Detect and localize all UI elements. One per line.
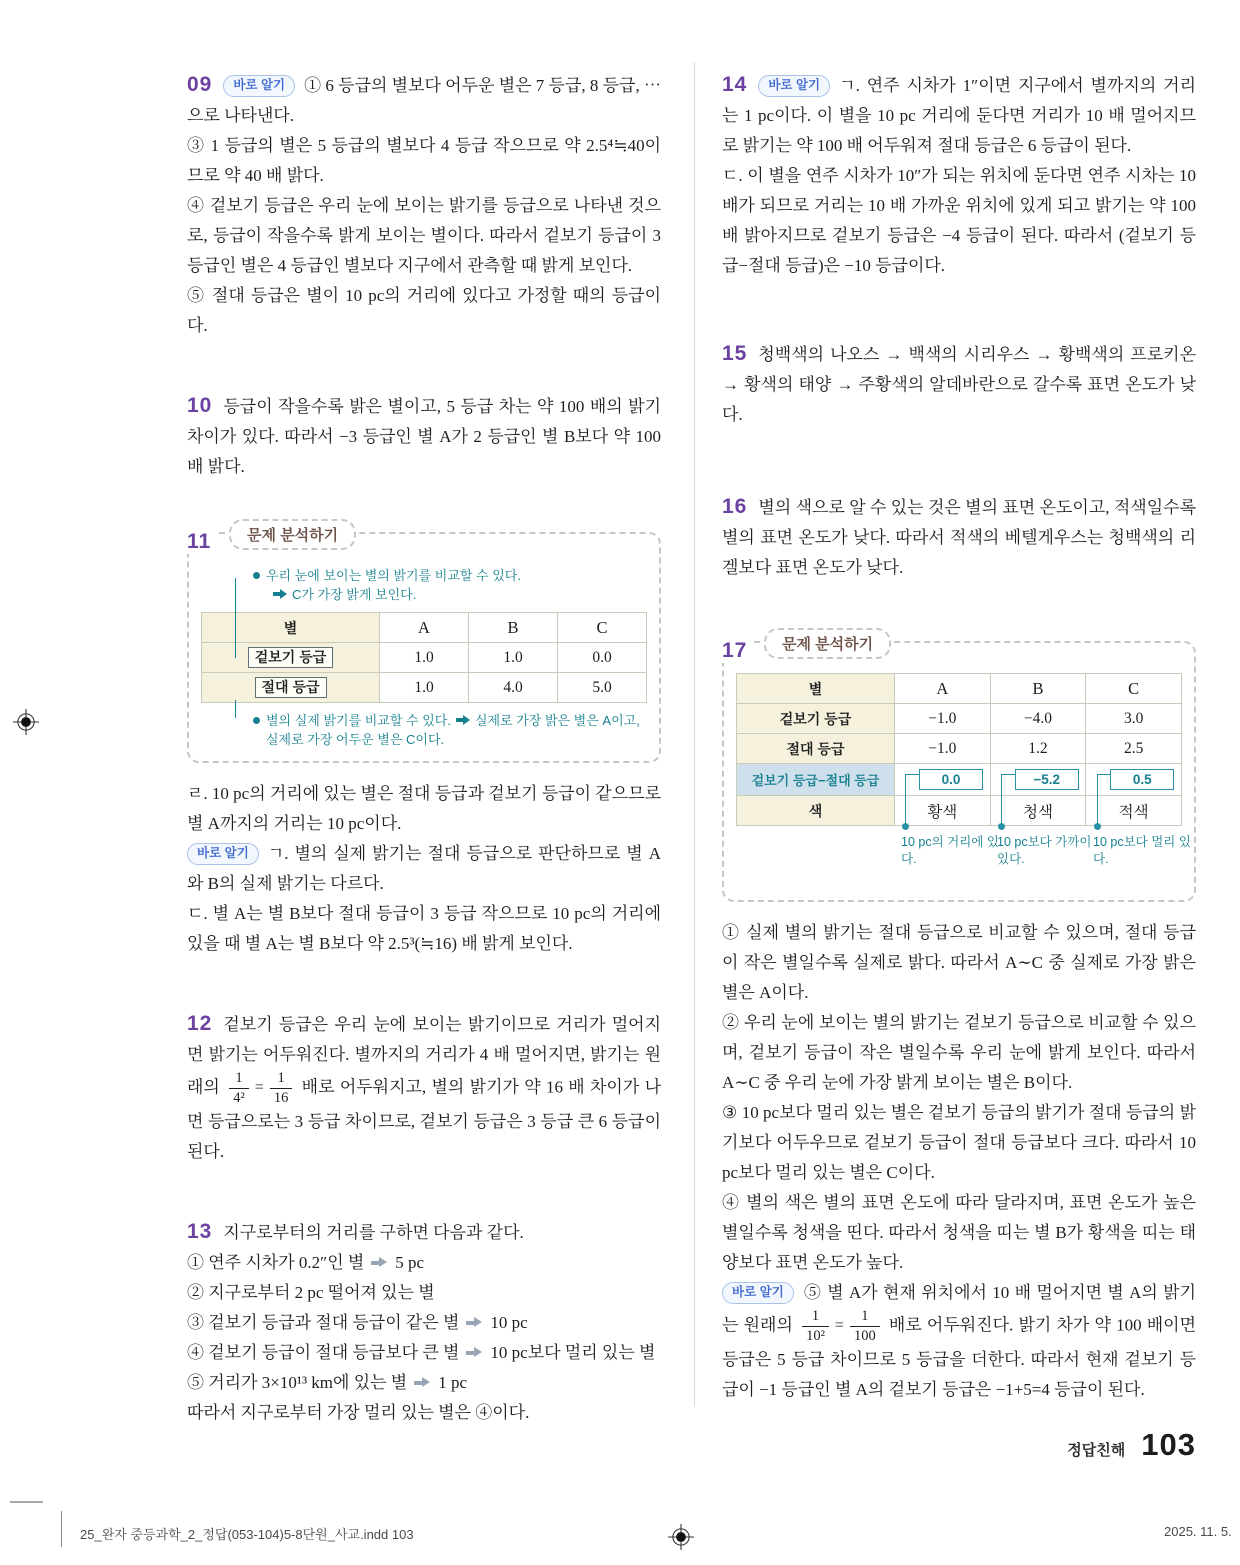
column-divider <box>694 62 695 1407</box>
value-cell: 2.5 <box>1086 734 1182 764</box>
header-cell: A <box>894 674 990 704</box>
note-line <box>253 566 647 585</box>
value-cell: 1.0 <box>380 643 469 673</box>
right-arrow-icon <box>466 1317 483 1328</box>
item-15 <box>722 339 1196 430</box>
answer-text: ㄱ. 별의 실제 밝기는 절대 등급으로 판단하므로 별 A와 B의 실제 밝기는 다르다. <box>187 844 661 893</box>
baro-algi-badge: 바로 알기 <box>758 75 830 97</box>
header-cell: A <box>380 613 469 643</box>
print-date: 2025. 11. 5. <box>1164 1524 1232 1539</box>
table-with-notes <box>736 673 1191 888</box>
paragraph <box>187 1217 661 1248</box>
paragraph <box>722 492 1196 583</box>
note-absolute-magnitude <box>253 711 647 749</box>
choice-text: ① 연주 시차가 0.2″인 별 <box>187 1253 365 1272</box>
choice-text: ④ 겉보기 등급이 절대 등급보다 큰 별 <box>187 1343 460 1362</box>
answer-text: 겉보기 등급은 우리 눈에 보이는 밝기이므로 거리가 멀어지면 밝기는 어두워진다. 별까지의 거리가 4 배 멀어지면, 밝기는 원래의 <box>187 1015 661 1097</box>
item-number: 13 <box>187 1220 213 1243</box>
answer-text: ③ 10 pc보다 멀리 있는 별은 겉보기 등급의 밝기가 절대 등급의 밝기보다 어두우므로 겉보기 등급이 절대 등급보다 크다. 따라서 10 pc보다 멀리 있는 별은 C이다. <box>722 1103 1196 1182</box>
crop-mark-vertical <box>61 1511 62 1547</box>
value-cell: 황색 <box>894 796 990 826</box>
item-number: 09 <box>187 73 213 96</box>
connector-line <box>235 578 236 658</box>
print-filename: 25_완자 중등과학_2_정답(053-104)5-8단원_사교.indd 103 <box>80 1527 414 1542</box>
analysis-box <box>187 527 661 763</box>
row-label-cell: 색 <box>737 796 895 826</box>
header-cell: C <box>558 613 647 643</box>
answer-text: ㄱ. 연주 시차가 1″이면 지구에서 별까지의 거리는 1 pc이다. 이 별을 10 pc 거리에 둔다면 거리가 10 배 멀어지므로 밝기는 약 100 배 어두워져 절대 등급은 6 등급이 된다. <box>722 76 1196 155</box>
right-arrow-icon <box>273 589 287 599</box>
answer-text: 등급이 작을수록 밝은 별이고, 5 등급 차는 약 100 배의 밝기 차이가 있다. 따라서 −3 등급인 별 A가 2 등급인 별 B보다 약 100 배 밝다. <box>187 397 661 476</box>
choice-text: ⑤ 거리가 3×10¹³ km에 있는 별 <box>187 1373 408 1392</box>
numerator: 1 <box>850 1308 880 1327</box>
value-cell: 3.0 <box>1086 704 1182 734</box>
answer-text: ㄷ. 이 별을 연주 시차가 10″가 되는 위치에 둔다면 연주 시차는 10 배가 되므로 거리는 10 배 가까운 위치에 있게 되고 밝기는 약 100 배 밝아지므로 겉보기 등급은 −4 등급이 된다. 따라서 (겉보기 등급−절대 등급)은 −10 등급이다. <box>722 166 1196 275</box>
answer-text: ⑤ 절대 등급은 별이 10 pc의 거리에 있다고 가정할 때의 등급이다. <box>187 286 661 335</box>
paragraph <box>187 131 661 191</box>
item-10 <box>187 391 661 482</box>
choice-row <box>187 1308 661 1338</box>
distance-note-b: 10 pc보다 가까이 있다. <box>997 835 1092 866</box>
answer-text: 배로 어두워진다. 밝기 차가 약 100 배이면 등급은 5 등급 차이므로 5 등급을 더한다. 따라서 현재 겉보기 등급이 −1 등급인 별 A의 겉보기 등급은 −1+5=4 등급이 된다. <box>722 1315 1197 1399</box>
item-number: 12 <box>187 1012 213 1035</box>
table-row-difference <box>737 764 1182 796</box>
denominator: 10² <box>806 1328 825 1344</box>
value-cell: −1.0 <box>894 704 990 734</box>
fraction <box>802 1308 829 1345</box>
item-number: 16 <box>722 495 748 518</box>
choice-row <box>187 1278 661 1308</box>
answer-text: ① 6 등급의 별보다 어두운 별은 7 등급, 8 등급, ⋯ 으로 나타낸다. <box>187 76 661 125</box>
registration-mark-icon <box>668 1524 694 1550</box>
value-cell: −4.0 <box>990 704 1086 734</box>
row-label-cell <box>202 643 380 673</box>
table-row <box>737 704 1182 734</box>
answer-text: ④ 별의 색은 별의 표면 온도에 따라 달라지며, 표면 온도가 높은 별일수록 청색을 띤다. 따라서 청색을 띠는 별 B가 황색을 띠는 태양보다 표면 온도가 높다. <box>722 1193 1196 1272</box>
header-cell: B <box>469 613 558 643</box>
value-cell: 1.0 <box>469 643 558 673</box>
analysis-box <box>722 636 1196 902</box>
baro-algi-badge: 바로 알기 <box>187 843 259 865</box>
item-16 <box>722 492 1196 583</box>
value-cell: 적색 <box>1086 796 1182 826</box>
value-cell: 4.0 <box>469 673 558 703</box>
page-number: 103 <box>1141 1427 1196 1462</box>
answer-text: ㄹ. 10 pc의 거리에 있는 별은 절대 등급과 겉보기 등급이 같으므로 별 A까지의 거리는 10 pc이다. <box>187 784 661 833</box>
numerator: 1 <box>270 1070 293 1089</box>
item-11 <box>187 527 661 959</box>
paragraph <box>187 391 661 482</box>
item-number: 14 <box>722 73 748 96</box>
choice-result: 10 pc <box>490 1313 528 1332</box>
answer-text: 따라서 지구로부터 가장 멀리 있는 별은 ④이다. <box>187 1403 530 1422</box>
value-cell: 1.2 <box>990 734 1086 764</box>
paragraph <box>187 1009 661 1167</box>
header-cell: 별 <box>202 613 380 643</box>
row-label-cell: 겉보기 등급−절대 등급 <box>737 764 895 796</box>
item-13 <box>187 1217 661 1428</box>
answer-text: 별의 색으로 알 수 있는 것은 별의 표면 온도이고, 적색일수록 별의 표면 온도가 낮다. 따라서 적색의 베텔게우스는 청백색의 리겔보다 표면 온도가 낮다. <box>722 498 1196 577</box>
connector-line <box>235 700 236 718</box>
row-label-cell <box>202 673 380 703</box>
choice-result: 1 pc <box>438 1373 468 1392</box>
value-cell: 청색 <box>990 796 1086 826</box>
choice-row <box>187 1368 661 1398</box>
header-cell: 별 <box>737 674 895 704</box>
item-number: 15 <box>722 342 748 365</box>
answer-text: ④ 겉보기 등급은 우리 눈에 보이는 밝기를 등급으로 나타낸 것으로, 등급이 작을수록 밝게 보이는 별이다. 따라서 겉보기 등급이 3 등급인 별은 4 등급인 별보다 지구에서 관측할 때 밝게 보인다. <box>187 196 661 275</box>
apparent-magnitude-label: 겉보기 등급 <box>248 647 334 668</box>
connector-line <box>905 774 919 827</box>
footer-section-label: 정답친해 <box>1067 1442 1126 1459</box>
right-column <box>722 70 1196 1455</box>
paragraph <box>187 1398 661 1428</box>
table-header-row <box>737 674 1182 704</box>
denominator: 4² <box>233 1090 245 1106</box>
right-arrow-icon <box>414 1377 431 1388</box>
note-text: 실제로 가장 밝은 별은 A이고, 실제로 가장 어두운 별은 C이다. <box>266 713 640 747</box>
paragraph <box>187 839 661 899</box>
analysis-box-title: 문제 분석하기 <box>229 519 356 550</box>
table-row <box>202 643 647 673</box>
row-label-cell: 겉보기 등급 <box>737 704 895 734</box>
answer-text: 지구로부터의 거리를 구하면 다음과 같다. <box>223 1223 524 1242</box>
item-17 <box>722 636 1197 1405</box>
right-arrow-icon <box>466 1347 483 1358</box>
equals-sign: = <box>254 1079 264 1097</box>
item-09 <box>187 70 661 341</box>
table-row <box>202 673 647 703</box>
answer-text: 배로 어두워지고, 별의 밝기가 약 16 배 차이가 나면 등급으로는 3 등급 차이므로, 겉보기 등급은 3 등급 큰 6 등급이 된다. <box>187 1077 662 1161</box>
bullet-dot-icon <box>1094 823 1101 830</box>
difference-value-box: 0.5 <box>1110 769 1174 790</box>
paragraph <box>722 918 1196 1008</box>
answer-text: ㄷ. 별 A는 별 B보다 절대 등급이 3 등급 작으므로 10 pc의 거리에 있을 때 별 A는 별 B보다 약 2.5³(≒16) 배 밝게 보인다. <box>187 904 661 953</box>
note-apparent-magnitude <box>253 566 647 604</box>
paragraph <box>187 191 661 281</box>
connector-line <box>1097 774 1111 827</box>
numerator: 1 <box>802 1308 829 1327</box>
registration-mark-icon <box>13 709 39 735</box>
right-arrow-icon <box>456 715 470 725</box>
connector-line <box>1001 774 1015 827</box>
paragraph <box>722 1278 1196 1405</box>
answer-text: ① 실제 별의 밝기는 절대 등급으로 비교할 수 있으며, 절대 등급이 작은 별일수록 실제로 밝다. 따라서 A∼C 중 실제로 가장 밝은 별은 A이다. <box>722 923 1196 1002</box>
paragraph <box>187 899 661 959</box>
value-cell: 5.0 <box>558 673 647 703</box>
choice-result: 10 pc보다 멀리 있는 별 <box>490 1343 656 1362</box>
paragraph <box>722 1008 1196 1098</box>
answer-text: ② 우리 눈에 보이는 별의 밝기는 겉보기 등급으로 비교할 수 있으며, 겉보기 등급이 작은 별일수록 우리 눈에 밝게 보인다. 따라서 A∼C 중 우리 눈에 가장 밝게 보이는 별은 B이다. <box>722 1013 1196 1092</box>
header-cell: B <box>990 674 1086 704</box>
table-row-color <box>737 796 1182 826</box>
choice-row <box>187 1338 661 1368</box>
fraction <box>850 1308 880 1345</box>
paragraph <box>722 70 1196 161</box>
item-14 <box>722 70 1196 281</box>
paragraph <box>722 1098 1196 1188</box>
item-number: 17 <box>722 639 752 663</box>
distance-note-a: 10 pc의 거리에 있다. <box>901 835 999 866</box>
paragraph <box>187 779 661 839</box>
paragraph <box>722 1188 1196 1278</box>
difference-value-box: 0.0 <box>919 769 983 790</box>
absolute-magnitude-label: 절대 등급 <box>255 677 327 698</box>
paragraph <box>187 70 661 131</box>
fraction <box>229 1070 249 1107</box>
paragraph <box>722 161 1196 281</box>
item-number: 11 <box>187 530 216 554</box>
denominator: 16 <box>273 1090 289 1106</box>
equals-sign: = <box>834 1317 844 1335</box>
choice-row <box>187 1248 661 1278</box>
value-cell: 1.0 <box>380 673 469 703</box>
table-row <box>737 734 1182 764</box>
difference-value-box: −5.2 <box>1015 769 1079 790</box>
distance-note-c: 10 pc보다 멀리 있다. <box>1093 835 1191 866</box>
note-text: C가 가장 밝게 보인다. <box>292 587 417 602</box>
choice-text: ② 지구로부터 2 pc 떨어져 있는 별 <box>187 1283 435 1302</box>
page-footer <box>722 1427 1196 1463</box>
note-text: 우리 눈에 보이는 별의 밝기를 비교할 수 있다. <box>266 568 521 583</box>
row-label-cell: 절대 등급 <box>737 734 895 764</box>
left-column <box>187 70 661 1478</box>
analysis-box-title: 문제 분석하기 <box>764 628 891 659</box>
note-text: 별의 실제 밝기를 비교할 수 있다. <box>266 713 451 728</box>
baro-algi-badge: 바로 알기 <box>722 1282 794 1304</box>
answer-text: ③ 1 등급의 별은 5 등급의 별보다 4 등급 작으므로 약 2.5⁴≒40이므로 약 40 배 밝다. <box>187 136 661 185</box>
paragraph <box>722 339 1196 430</box>
item-number: 10 <box>187 394 213 417</box>
bullet-dot-icon <box>902 823 909 830</box>
right-arrow-icon <box>371 1257 388 1268</box>
answer-text: 청백색의 나오스 → 백색의 시리우스 → 황백색의 프로키온 → 황색의 태양 → 주황색의 알데바란으로 갈수록 표면 온도가 낮다. <box>722 345 1196 424</box>
baro-algi-badge: 바로 알기 <box>223 75 295 97</box>
note-line <box>253 585 647 604</box>
bullet-dot-icon <box>253 572 260 579</box>
header-cell: C <box>1086 674 1182 704</box>
fraction <box>270 1070 293 1107</box>
paragraph <box>187 281 661 341</box>
crop-mark-horizontal <box>10 1501 43 1503</box>
numerator: 1 <box>229 1070 249 1089</box>
denominator: 100 <box>853 1328 876 1344</box>
choice-result: 5 pc <box>395 1253 425 1272</box>
answer-text: ⑤ 별 A가 현재 위치에서 10 배 멀어지면 별 A의 밝기는 원래의 <box>722 1283 1196 1335</box>
magnitude-table <box>201 612 647 703</box>
bullet-dot-icon <box>998 823 1005 830</box>
choice-text: ③ 겉보기 등급과 절대 등급이 같은 별 <box>187 1313 460 1332</box>
item-12 <box>187 1009 661 1167</box>
value-cell: 0.0 <box>558 643 647 673</box>
star-comparison-table <box>736 673 1182 826</box>
bullet-dot-icon <box>253 717 260 724</box>
table-header-row <box>202 613 647 643</box>
value-cell: −1.0 <box>894 734 990 764</box>
